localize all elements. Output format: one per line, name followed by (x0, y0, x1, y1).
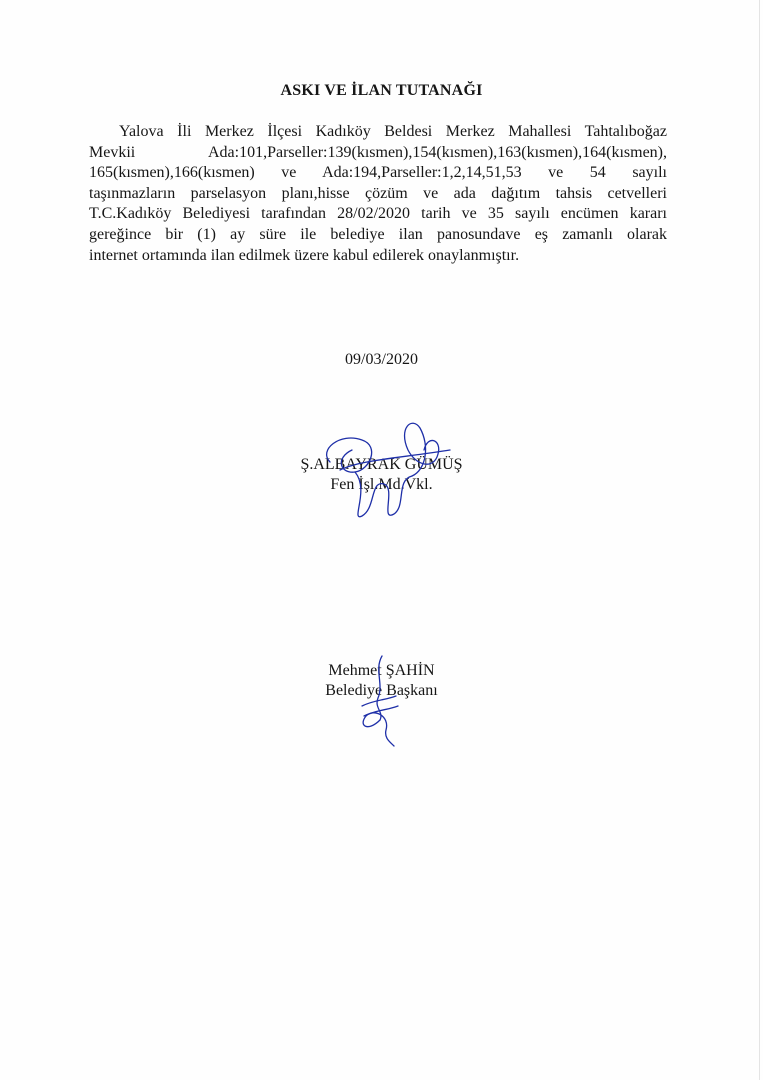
body-line: internet ortamında ilan edilmek üzere kabul edilerek onaylanmıştır. (89, 246, 520, 264)
signature-block-2 (0, 661, 763, 701)
body-line: gereğince bir (1) ay süre ile belediye ilan panosundave eş zamanlı olarak (89, 225, 667, 243)
signatory-name: Mehmet ŞAHİN (328, 662, 435, 679)
document-body (89, 122, 667, 266)
page-edge (759, 0, 760, 1080)
document-date: 09/03/2020 (345, 351, 418, 368)
signatory-role: Fen İşl.Md.Vkl. (330, 476, 433, 493)
signatory-role: Belediye Başkanı (325, 682, 438, 699)
signature-block-1 (0, 455, 763, 495)
body-line: Yalova İli Merkez İlçesi Kadıköy Beldesi Merkez Mahallesi Tahtalıboğaz (119, 123, 667, 140)
body-line: 165(kısmen),166(kısmen) ve Ada:194,Parseller:1,2,14,51,53 ve 54 sayılı (89, 164, 667, 182)
body-line: T.C.Kadıköy Belediyesi tarafından 28/02/2020 tarih ve 35 sayılı encümen kararı (89, 205, 667, 223)
document-title: ASKI VE İLAN TUTANAĞI (280, 82, 483, 99)
body-line: Mevkii Ada:101,Parseller:139(kısmen),154(kısmen),163(kısmen),164(kısmen), (89, 143, 667, 161)
signatory-name: Ş.ALBAYRAK GÜMÜŞ (300, 456, 463, 473)
body-line: taşınmazların parselasyon planı,hisse çözüm ve ada dağıtım tahsis cetvelleri (89, 184, 667, 202)
